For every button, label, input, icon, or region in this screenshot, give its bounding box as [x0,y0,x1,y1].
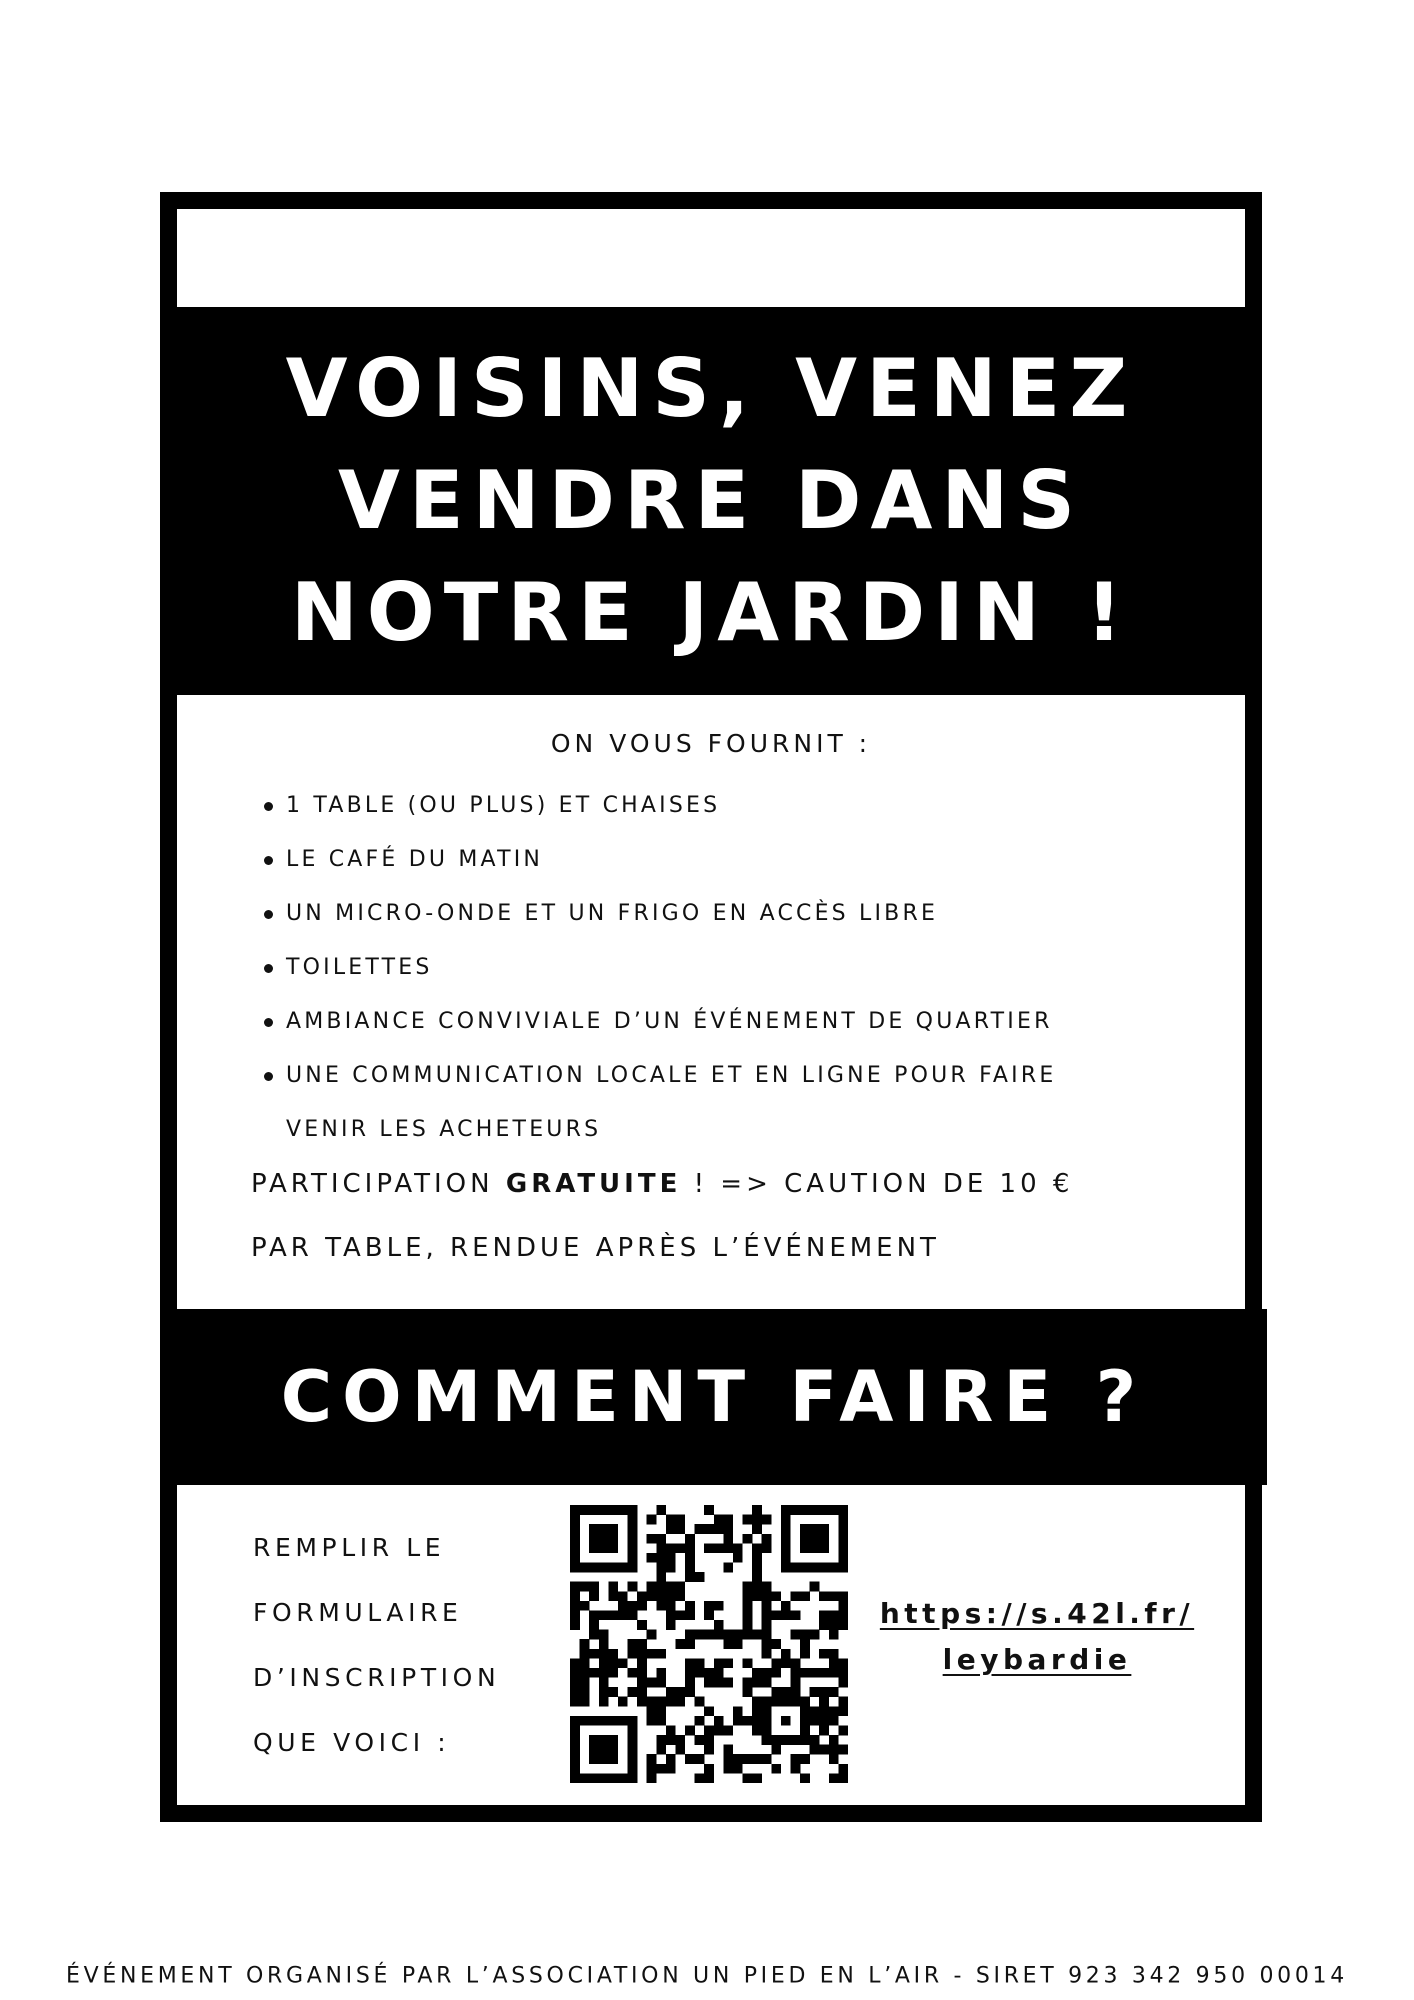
list-item-text: 1 TABLE (OU PLUS) ET CHAISES [286,793,721,818]
how-band [160,1309,1267,1485]
participation-line-1 [251,1169,1073,1199]
link-line-2[interactable]: leybardie [942,1643,1132,1676]
title-line-2: VENDRE DANS [338,454,1084,547]
title-line-3: NOTRE JARDIN ! [290,566,1132,659]
list-item [264,887,1056,941]
participation-suffix: ! => CAUTION DE 10 € [681,1169,1074,1199]
instructions [253,1515,500,1775]
bullet-icon [264,802,273,811]
title-band [177,307,1245,695]
list-item-text: TOILETTES [286,955,433,980]
how-title: COMMENT FAIRE ? [280,1356,1147,1438]
participation-prefix: PARTICIPATION [251,1169,506,1199]
list-item-text: VENIR LES ACHETEURS [286,1117,602,1142]
link-line-1[interactable]: https://s.42l.fr/ [879,1597,1195,1630]
list-item-text: UNE COMMUNICATION LOCALE ET EN LIGNE POUR FAIRE [286,1063,1057,1088]
participation-line-2: PAR TABLE, RENDUE APRÈS L’ÉVÉNEMENT [251,1233,940,1263]
instruction-line: D’INSCRIPTION [253,1663,501,1692]
bullet-icon [264,1018,273,1027]
qr-code-icon[interactable] [570,1505,848,1783]
participation-free: GRATUITE [505,1169,682,1199]
instruction-line: FORMULAIRE [253,1598,463,1627]
list-item-continuation [264,1103,1056,1157]
list-item [264,833,1056,887]
list-item [264,779,1056,833]
provided-intro: ON VOUS FOURNIT : [550,729,872,758]
instruction-line: REMPLIR LE [253,1533,446,1562]
bullet-icon [264,964,273,973]
bullet-icon [264,1072,273,1081]
bullet-icon [264,856,273,865]
instruction-line: QUE VOICI : [253,1728,451,1757]
provided-list [264,779,1056,1157]
list-item-text: AMBIANCE CONVIVIALE D’UN ÉVÉNEMENT DE QUARTIER [286,1009,1053,1034]
list-item-text: UN MICRO-ONDE ET UN FRIGO EN ACCÈS LIBRE [286,901,939,926]
poster-frame [160,192,1262,1822]
list-item-text: LE CAFÉ DU MATIN [286,847,544,872]
registration-link[interactable] [857,1591,1217,1683]
footer-text: ÉVÉNEMENT ORGANISÉ PAR L’ASSOCIATION UN PIED EN L’AIR - SIRET 923 342 950 00014 [66,1963,1348,1989]
list-item [264,995,1056,1049]
list-item [264,941,1056,995]
list-item [264,1049,1056,1103]
title-line-1: VOISINS, VENEZ [285,342,1137,435]
bullet-icon [264,910,273,919]
